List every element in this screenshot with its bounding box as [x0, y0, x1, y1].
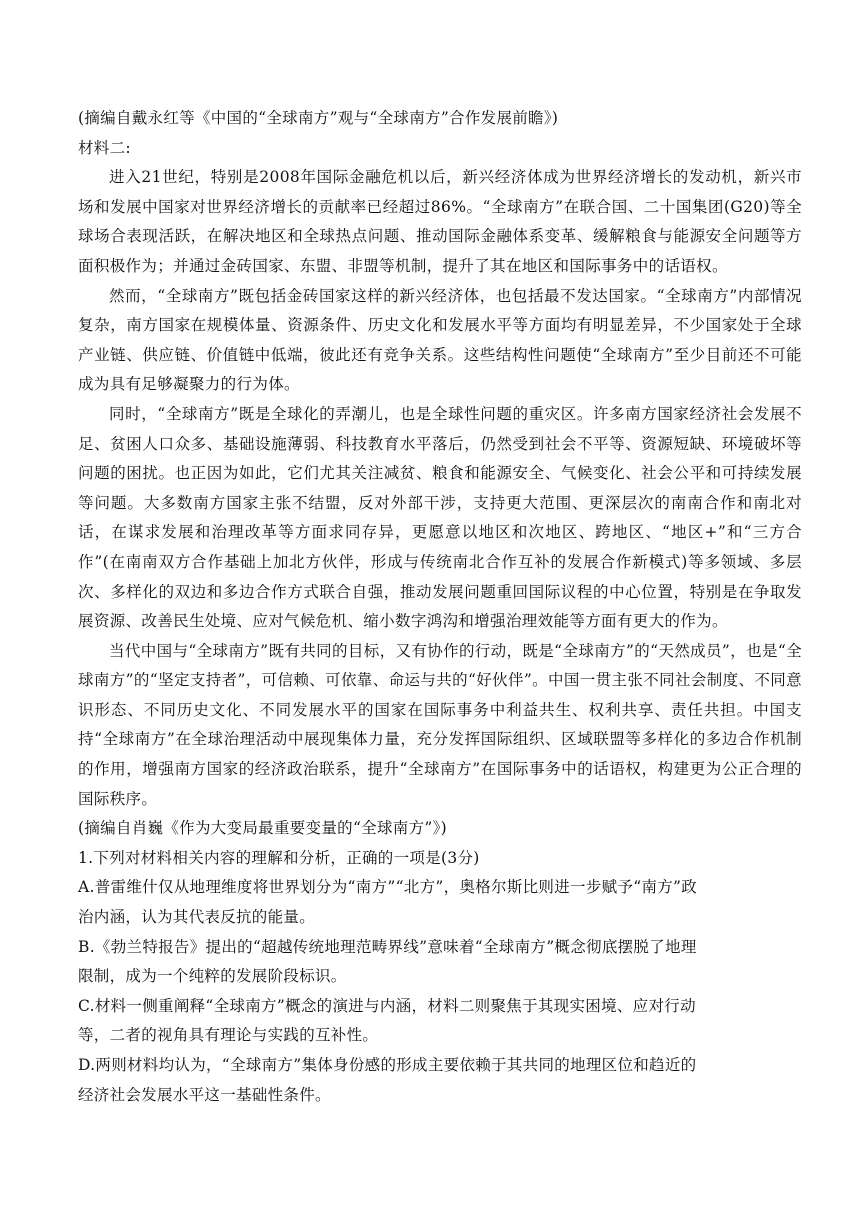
option-d	[78, 1051, 802, 1110]
option-c-line-1: C.材料一侧重阐释“全球南方”概念的演进与内涵，材料二则聚焦于其现实困境、应对行动	[78, 996, 696, 1015]
material-2-paragraph-1: 进入21世纪，特别是2008年国际金融危机以后，新兴经济体成为世界经济增长的发动机，新兴市场和发展中国家对世界经济增长的贡献率已经超过86%。“全球南方”在联合国、二十国集团(G20)等全球场合表现活跃，在解决地区和全球热点问题、推动国际金融体系变革、缓解粮食与能源安全问题等方面积极作为；并通过金砖国家、东盟、非盟等机制，提升了其在地区和国际事务中的话语权。	[78, 168, 802, 275]
source-citation-material-2: (摘编自肖巍《作为大变局最重要变量的“全球南方”》)	[78, 819, 447, 838]
option-a	[78, 873, 802, 932]
option-d-line-2: 经济社会发展水平这一基础性条件。	[78, 1085, 331, 1104]
source-citation-material-1: (摘编自戴永红等《中国的“全球南方”观与“全球南方”合作发展前瞻》)	[78, 109, 559, 127]
option-a-line-2: 治内涵，认为其代表反抗的能量。	[78, 908, 316, 927]
option-c-line-2: 等，二者的视角具有理论与实践的互补性。	[78, 1026, 379, 1045]
material-2-paragraph-4: 当代中国与“全球南方”既有共同的目标，又有协作的行动，既是“全球南方”的“天然成员”，也是“全球南方”的“坚定支持者”，可信赖、可依靠、命运与共的“好伙伴”。中国一贯主张不同社会制度、不同意识形态、不同历史文化、不同发展水平的国家在国际事务中利益共生、权利共享、责任共担。中国支持“全球南方”在全球治理活动中展现集体力量，充分发挥国际组织、区域联盟等多样化的多边合作机制的作用，增强南方国家的经济政治联系，提升“全球南方”在国际事务中的话语权，构建更为公正合理的国际秩序。	[78, 641, 802, 808]
option-b-line-2: 限制，成为一个纯粹的发展阶段标识。	[78, 967, 347, 986]
option-a-line-1: A.普雷维什仅从地理维度将世界划分为“南方”“北方”，奥格尔斯比则进一步赋予“南方”政	[78, 878, 698, 897]
option-d-line-1: D.两则材料均认为，“全球南方”集体身份感的形成主要依赖于其共同的地理区位和趋近的	[78, 1056, 697, 1074]
option-c	[78, 992, 802, 1051]
option-b-line-1: B.《勃兰特报告》提出的“超越传统地理范畴界线”意味着“全球南方”概念彻底摆脱了地理	[78, 937, 697, 956]
document-content	[78, 104, 802, 1110]
material-2-paragraph-2: 然而，“全球南方”既包括金砖国家这样的新兴经济体，也包括最不发达国家。“全球南方”内部情况复杂，南方国家在规模体量、资源条件、历史文化和发展水平等方面均有明显差异，不少国家处于全球产业链、供应链、价值链中低端，彼此还有竞争关系。这些结构性问题使“全球南方”至少目前还不可能成为具有足够凝聚力的行为体。	[78, 286, 802, 394]
material-2-paragraph-3: 同时，“全球南方”既是全球化的弄潮儿，也是全球性问题的重灾区。许多南方国家经济社会发展不足、贫困人口众多、基础设施薄弱、科技教育水平落后，仍然受到社会不平等、资源短缺、环境破坏等问题的困扰。也正因为如此，它们尤其关注减贫、粮食和能源安全、气候变化、社会公平和可持续发展等问题。大多数南方国家主张不结盟，反对外部干涉，支持更大范围、更深层次的南南合作和南北对话，在谋求发展和治理改革等方面求同存异，更愿意以地区和次地区、跨地区、“地区+”和“三方合作”(在南南双方合作基础上加北方伙伴，形成与传统南北合作互补的发展合作新模式)等多领域、多层次、多样化的双边和多边合作方式联合自强，推动发展问题重回国际议程的中心位置，特别是在争取发展资源、改善民生处境、应对气候危机、缩小数字鸿沟和增强治理效能等方面有更大的作为。	[78, 404, 802, 631]
material-2-heading: 材料二:	[78, 138, 131, 157]
option-b	[78, 933, 802, 992]
question-stem: 1.下列对材料相关内容的理解和分析，正确的一项是(3分)	[78, 848, 480, 867]
